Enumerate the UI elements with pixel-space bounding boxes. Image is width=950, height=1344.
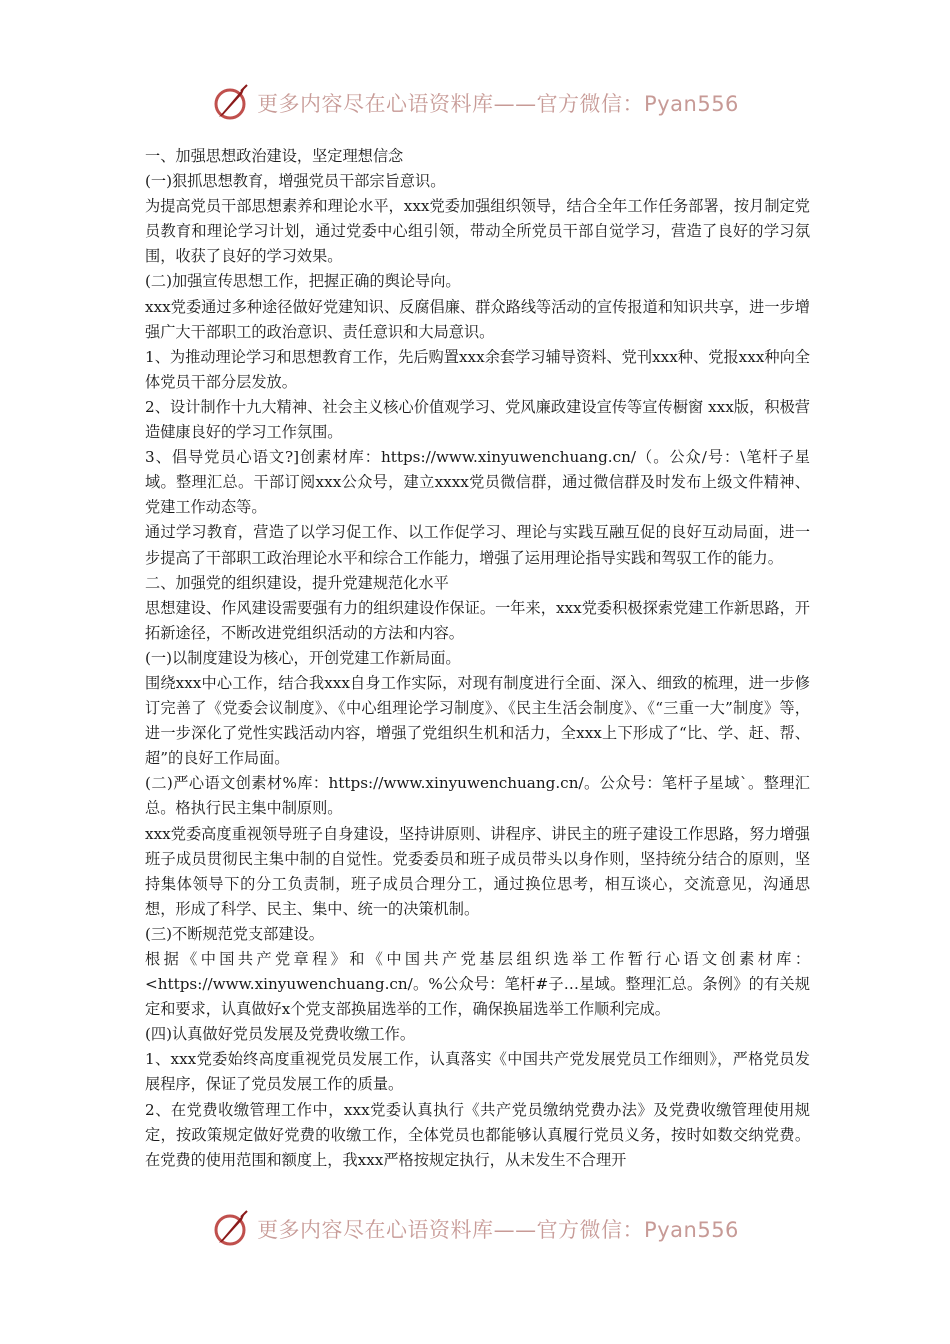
body-paragraph: 通过学习教育，营造了以学习促工作、以工作促学习、理论与实践互融互促的良好互动局面，进一步提高了干部职工政治理论水平和综合工作能力，增强了运用理论指导实践和驾驭工作的能力。	[145, 523, 810, 567]
body-paragraph: 2、设计制作十九大精神、社会主义核心价值观学习、党风廉政建设宣传等宣传橱窗 xxx版，积极营造健康良好的学习工作氛围。	[145, 397, 810, 442]
document-body	[145, 144, 810, 1173]
quill-logo-icon	[211, 83, 251, 123]
section-heading: 二、加强党的组织建设，提升党建规范化水平	[145, 573, 449, 592]
body-paragraph: 思想建设、作风建设需要强有力的组织建设作保证。一年来，xxx党委积极探索党建工作新思路，开拓新途径，不断改进党组织活动的方法和内容。	[145, 598, 810, 642]
body-paragraph: 1、xxx党委始终高度重视党员发展工作，认真落实《中国共产党发展党员工作细则》，严格党员发展程序，保证了党员发展工作的质量。	[145, 1050, 810, 1094]
body-paragraph: 2、在党费收缴管理工作中，xxx党委认真执行《共产党员缴纳党费办法》及党费收缴管理使用规定，按政策规定做好党费的收缴工作，全体党员也都能够认真履行党员义务，按时如数交纳党费。在党费的使用范围和额度上，我xxx严格按规定执行，从未发生不合理开	[145, 1100, 810, 1169]
body-paragraph: xxx党委高度重视领导班子自身建设，坚持讲原则、讲程序、讲民主的班子建设工作思路，努力增强班子成员贯彻民主集中制的自觉性。党委委员和班子成员带头以身作则，坚持统分结合的原则，坚持集体领导下的分工负责制，班子成员合理分工，通过换位思考，相互谈心，交流意见，沟通思想，形成了科学、民主、集中、统一的决策机制。	[145, 824, 810, 918]
header-watermark-banner	[0, 78, 950, 128]
footer-watermark-banner	[0, 1204, 950, 1254]
body-paragraph: 围绕xxx中心工作，结合我xxx自身工作实际，对现有制度进行全面、深入、细致的梳理，进一步修订完善了《党委会议制度》、《中心组理论学习制度》、《民主生活会制度》、《“三重一大”制度》等，进一步深化了党性实践活动内容，增强了党组织生机和活力，全xxx上下形成了“比、学、赶、帮、超”的良好工作局面。	[145, 673, 810, 768]
subsection-heading: (二)加强宣传思想工作，把握正确的舆论导向。	[145, 272, 461, 291]
banner-text: 更多内容尽在心语资料库——官方微信：Pyan556	[257, 92, 739, 116]
banner-text: 更多内容尽在心语资料库——官方微信：Pyan556	[257, 1218, 739, 1242]
body-paragraph: 1、为推动理论学习和思想教育工作，先后购置xxx余套学习辅导资料、党刊xxx种、党报xxx种向全体党员干部分层发放。	[145, 347, 810, 391]
section-heading: 一、加强思想政治建设，坚定理想信念	[145, 147, 404, 165]
subsection-heading: (一)以制度建设为核心，开创党建工作新局面。	[145, 648, 461, 667]
body-paragraph: 3、倡导党员心语文?]创素材库：https://www.xinyuwenchuang.cn/（。公众/号：\笔杆子星域。整理汇总。干部订阅xxx公众号，建立xxxx党员微信群，通过微信群及时发布上级文件精神、党建工作动态等。	[145, 448, 810, 517]
quill-logo-icon	[211, 1209, 251, 1249]
body-paragraph: xxx党委通过多种途径做好党建知识、反腐倡廉、群众路线等活动的宣传报道和知识共享，进一步增强广大干部职工的政治意识、责任意识和大局意识。	[145, 297, 810, 341]
body-paragraph: 根据《中国共产党章程》和《中国共产党基层组织选举工作暂行心语文创素材库：<https://www.xinyuwenchuang.cn/。%公众号：笔杆#子…星域。整理汇总。条例》的有关规定和要求，认真做好x个党支部换届选举的工作，确保换届选举工作顺利完成。	[145, 950, 810, 1019]
subsection-heading: (二)严心语文创素材%库：https://www.xinyuwenchuang.cn/。公众号：笔杆子星域`。整理汇总。格执行民主集中制原则。	[145, 774, 810, 818]
subsection-heading: (一)狠抓思想教育，增强党员干部宗旨意识。	[145, 172, 446, 191]
subsection-heading: (四)认真做好党员发展及党费收缴工作。	[145, 1025, 416, 1044]
subsection-heading: (三)不断规范党支部建设。	[145, 924, 324, 943]
body-paragraph: 为提高党员干部思想素养和理论水平，xxx党委加强组织领导，结合全年工作任务部署，按月制定党员教育和理论学习计划，通过党委中心组引领，带动全所党员干部自觉学习，营造了良好的学习氛围，收获了良好的学习效果。	[145, 197, 810, 266]
